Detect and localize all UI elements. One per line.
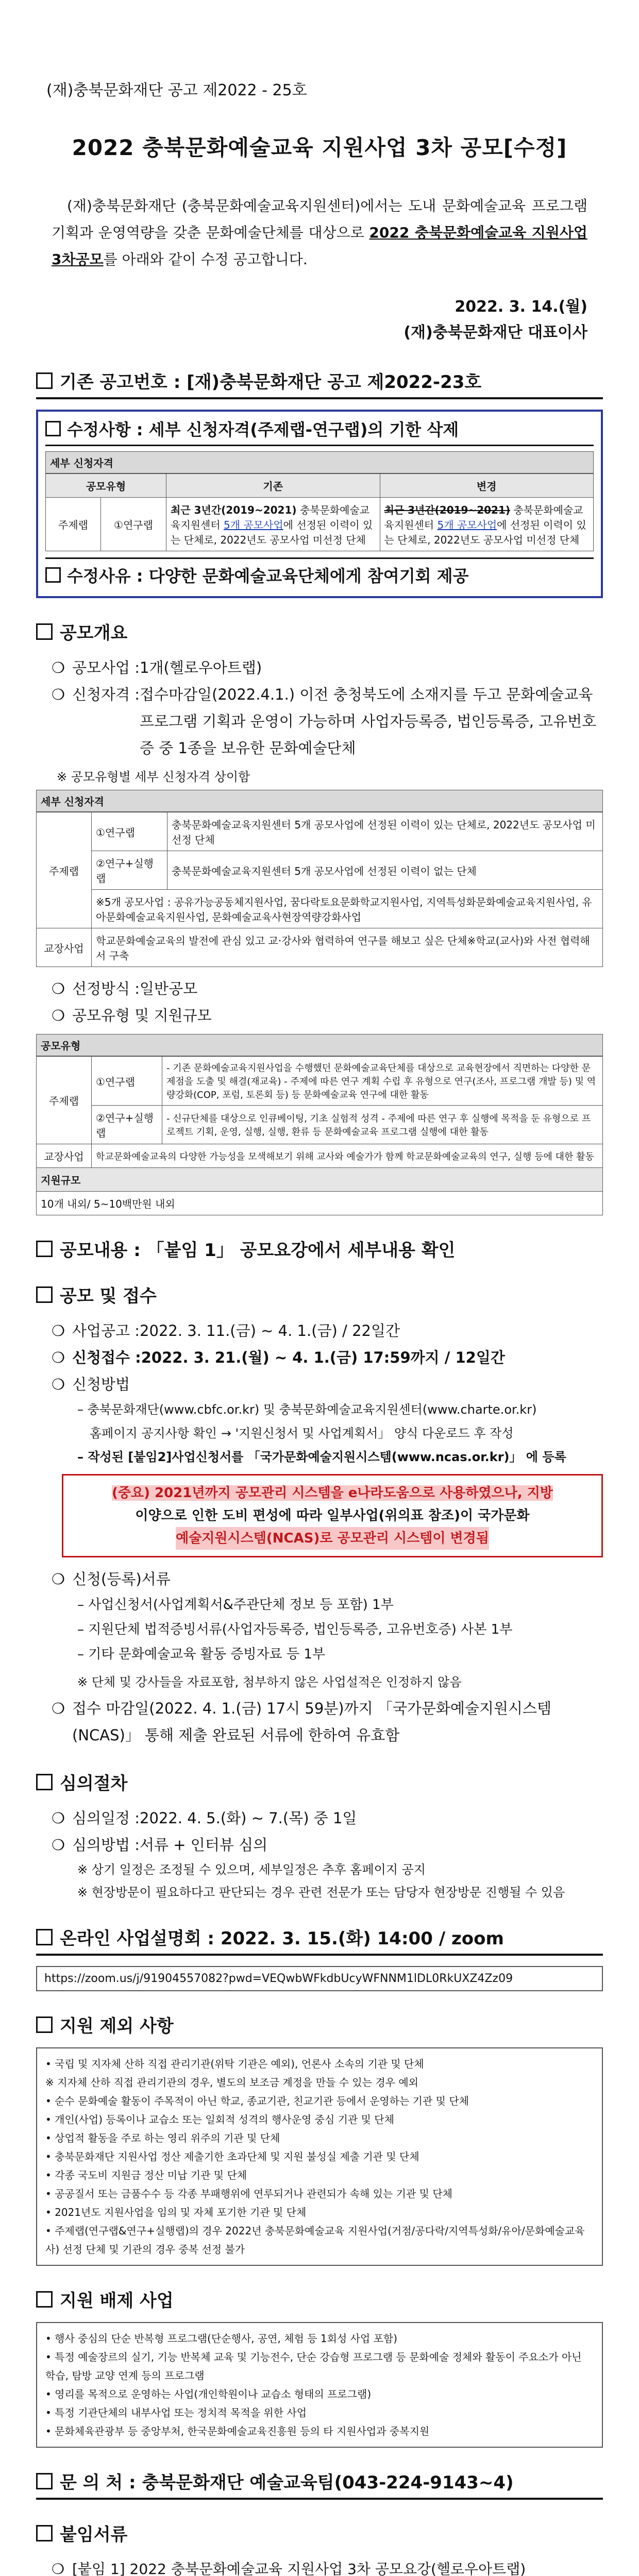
change-box [36, 410, 603, 598]
zoom-link[interactable]: https://zoom.us/j/91904557082?pwd=VEQwbWFkdbUcyWFNNM1lDL0RkUXZ4Zz09 [36, 1966, 603, 1991]
checkbox-square-icon [36, 1774, 53, 1790]
detail-lab-text: 학교문화예술교육의 발전에 관심 있고 교·강사와 협력하여 연구를 해보고 싶은 단체※학교(교사)와 사전 협력해서 구축 [92, 928, 603, 967]
overview-heading: 공모개요 [36, 619, 603, 644]
checkbox-square-icon [36, 2473, 53, 2489]
notice-number: (재)충북문화재단 공고 제2022 - 25호 [46, 81, 307, 99]
overview-item: ❍ 신청자격 : 접수마감일(2022.4.1.) 이전 충청북도에 소재지를 두고 문화예술교육 프로그램 기획과 운영이 가능하며 사업자등록증, 법인등록증, 고유번호증 중 1종을 보유한 문화예술단체 [52, 681, 603, 761]
type-lab-text: 학교문화예술교육의 다양한 가능성을 모색해보기 위해 교사와 예술가가 함께 학교문화예술교육의 연구, 실행 등에 대한 활동 [92, 1144, 603, 1168]
detail-lab-group: 교장사업 [37, 928, 92, 967]
overview-note: ※ 공모유형별 세부 신청자격 상이함 [57, 770, 250, 784]
detail-table-caption: 세부 신청자격 [36, 790, 603, 812]
detail-r2-sub: ②연구+실행랩 [92, 851, 167, 890]
review-item: ❍ 심의방법 : 서류 + 인터뷰 심의 [52, 1832, 603, 1858]
list-item: • 특정 기관단체의 내부사업 또는 정치적 목적을 위한 사업 [45, 2406, 307, 2419]
intro-strong: 2022 충북문화예술교육 지원사업 3차공모 [52, 224, 587, 268]
notice-date: 2022. 3. 14.(월) [455, 298, 587, 316]
checkbox-square-icon [45, 421, 61, 436]
detail-group: 주제랩 [37, 812, 92, 928]
deadline-item: ❍ 접수 마감일(2022. 4. 1.(금) 17시 59분)까지 「국가문화예술지원시스템(NCAS)」 통해 제출 완료된 서류에 한하여 유효함 [52, 1695, 603, 1749]
type-table [36, 1056, 603, 1215]
before-cell: 최근 3년간(2019~2021) 충북문화예술교육지원센터 5개 공모사업에 선정된 이력이 있는 단체로, 2022년도 공모사업 미선정 단체 [166, 498, 380, 551]
page-title: 2022 충북문화예술교육 지원사업 3차 공모[수정] [72, 135, 567, 160]
checkbox-square-icon [36, 372, 53, 389]
detail-r1-text: 충북문화예술교육지원센터 5개 공모사업에 선정된 이력이 있는 단체로, 2022년도 공모사업 미선정 단체 [167, 812, 603, 851]
list-item: • 상업적 활동을 주로 하는 영리 위주의 기관 및 단체 [45, 2132, 280, 2144]
notice-issuer: (재)충북문화재단 대표이사 [403, 324, 587, 342]
list-item: • 문화체육관광부 등 중앙부처, 한국문화예술교육진흥원 등의 타 지원사업과 중복지원 [45, 2425, 430, 2437]
checkbox-square-icon [36, 1929, 53, 1945]
type-group: 주제랩 [37, 1057, 92, 1144]
select-item: ❍ 공모유형 및 지원규모 [52, 1002, 603, 1029]
review-item: ❍ 심의일정 : 2022. 4. 5.(화) ~ 7.(목) 중 1일 [52, 1805, 603, 1832]
list-item: • 순수 문화예술 활동이 주목적이 아닌 학교, 종교기관, 친교기관 등에서 운영하는 기관 및 단체 [45, 2095, 469, 2107]
checkbox-square-icon [36, 1286, 53, 1303]
circle-bullet-icon: ❍ [52, 686, 65, 703]
type-r2-text: - 신규단체를 대상으로 인큐베이팅, 기초 실험적 성격 - 주제에 따른 연구 후 실행에 목적을 둔 유형으로 프로젝트 기획, 운영, 실행, 실행, 환류 등 문화예술교육 프로그램 실행에 대한 활동 [162, 1106, 603, 1144]
attach-heading: 붙임서류 [36, 2520, 603, 2546]
type-table-caption: 공모유형 [36, 1034, 603, 1056]
detail-r1-sub: ①연구랩 [92, 812, 167, 851]
change1-title: 수정사항 : 세부 신청자격(주제랩-연구랩)의 기한 삭제 [45, 417, 594, 446]
checkbox-square-icon [36, 1241, 53, 1257]
contents-heading: 공모내용 : 「붙임 1」 공모요강에서 세부내용 확인 [36, 1236, 603, 1261]
intro-text: (재)충북문화재단 (충북문화예술교육지원센터)에서는 도내 문화예술교육 프로그램 기획과 운영역량을 갖춘 문화예술단체를 대상으로 [52, 197, 587, 241]
list-item: • 개인(사업) 등록이나 교습소 또는 일회적 성격의 행사운영 중심 기관 및 단체 [45, 2113, 394, 2126]
row-group: 주제랩 [46, 498, 101, 551]
detail-r3-text: ※5개 공모사업 : 공유가능공동체지원사업, 꿈다락토요문화학교지원사업, 지역특성화문화예술교육지원사업, 유아문화예술교육지원사업, 문화예술교육사현장역량강화사업 [92, 890, 603, 928]
list-item: • 충북문화재단 지원사업 정산 제출기한 초과단체 및 지원 불성실 제출 기관 및 단체 [45, 2150, 419, 2163]
overview-list [52, 654, 603, 761]
circle-bullet-icon: ❍ [52, 1007, 65, 1024]
circle-bullet-icon: ❍ [52, 2561, 65, 2576]
list-item: • 국립 및 지자체 산하 직접 관리기관(위탁 기관은 예외), 언론사 소속의 기관 및 단체 [45, 2058, 424, 2070]
type-r2-sub: ②연구+실행랩 [92, 1106, 162, 1144]
deadline-section [52, 1695, 603, 1749]
ncas-alert: (중요) 2021년까지 공모관리 시스템을 e나라도움으로 사용하였으나, 지방 이양으로 인한 도비 편성에 따라 일부사업(위의표 참조)이 국가문화 예술지원시스템(NCAS)로 공모관리 시스템이 변경됨 [62, 1474, 603, 1557]
checkbox-square-icon [36, 2525, 53, 2541]
attach-list [52, 2556, 603, 2576]
type-lab-group: 교장사업 [37, 1144, 92, 1168]
list-item: • 주제랩(연구랩&연구+실행랩)의 경우 2022년 충북문화예술교육 지원사업(거점/공다락/지역특성화/유아/문화예술교육사) 선정 단체 및 기관의 경우 중복 선정 불가 [45, 2225, 585, 2256]
intro-tail: 를 아래와 같이 수정 공고합니다. [103, 251, 308, 268]
review-heading: 심의절차 [36, 1769, 603, 1794]
circle-bullet-icon: ❍ [52, 659, 65, 676]
attach-item: ❍ [붙임 1] 2022 충북문화예술교육 지원사업 3차 공모요강(헬로우아트랩) [52, 2556, 603, 2576]
col-before: 기존 [166, 474, 380, 498]
contact-heading: 문 의 처 : 충북문화재단 예술교육팀(043-224-9143~4) [36, 2468, 603, 2500]
circle-bullet-icon: ❍ [52, 1570, 65, 1588]
circle-bullet-icon: ❍ [52, 1836, 65, 1854]
list-item: • 각종 국도비 지원금 정산 미납 기관 및 단체 [45, 2169, 247, 2181]
exclude-list [36, 2047, 603, 2266]
type-scale-text: 10개 내외/ 5~10백만원 내외 [37, 1192, 603, 1215]
intro-paragraph [52, 193, 587, 273]
online-heading: 온라인 사업설명회 : 2022. 3. 15.(화) 14:00 / zoom [36, 1924, 603, 1956]
overview-item: ❍ 공모사업 : 1개(헬로우아트랩) [52, 654, 603, 681]
list-item: • 영리를 목적으로 운영하는 사업(개인학원이나 교습소 형태의 프로그램) [45, 2388, 372, 2400]
base-notice-heading: 기존 공고번호 : [재)충북문화재단 공고 제2022-23호 [36, 368, 603, 399]
checkbox-square-icon [36, 2291, 53, 2308]
checkbox-square-icon [36, 2016, 53, 2033]
change2-title: 수정사유 : 다양한 문화예술교육단체에게 참여기회 제공 [45, 557, 594, 591]
schedule-item: ❍ 사업공고 : 2022. 3. 11.(금) ~ 4. 1.(금) / 22일간 [52, 1317, 603, 1344]
change-table [45, 473, 594, 551]
checkbox-square-icon [45, 567, 61, 583]
circle-bullet-icon: ❍ [52, 1376, 65, 1393]
docs-section [52, 1566, 603, 1592]
banned-heading: 지원 배제 사업 [36, 2286, 603, 2312]
list-item: ※ 지자체 산하 직접 관리기관의 경우, 별도의 보조금 계정을 만들 수 있는 경우 예외 [45, 2076, 419, 2089]
circle-bullet-icon: ❍ [52, 1349, 65, 1366]
docs-note: ※ 단체 및 강사들을 자료포함, 첨부하지 않은 사업설적은 인정하지 않음 [77, 1675, 462, 1689]
type-r1-text: - 기존 문화예술교육지원사업을 수행했던 문화예술교육단체를 대상으로 교육현장에서 직면하는 다양한 문제점을 도출 및 해결(재교육) - 주제에 따른 연구 계획 수립 후 유형으로 연구(조사, 프로그램 개발 등) 및 역량강화(COP, 포럼, 토론회 등) 등 문화예술교육 연구에 대한 활동 [162, 1057, 603, 1106]
change-table-caption: 세부 신청자격 [45, 451, 594, 473]
schedule-list [52, 1317, 603, 1398]
schedule-item: ❍ 신청방법 [52, 1371, 603, 1398]
detail-r2-text: 충북문화예술교육지원센터 5개 공모사업에 선정된 이력이 없는 단체 [167, 851, 603, 890]
schedule-heading: 공모 및 접수 [36, 1282, 603, 1307]
circle-bullet-icon: ❍ [52, 1322, 65, 1340]
banned-list [36, 2322, 603, 2448]
docs-heading: ❍ 신청(등록)서류 [52, 1566, 603, 1592]
list-item: • 특정 예술장르의 실기, 기능 반복체 교육 및 기능전수, 단순 강습형 프로그램 등 문화예술 정체와 활동이 주요소가 아닌 학습, 탐방 교양 연계 등의 프로그램 [45, 2351, 582, 2382]
schedule-item: ❍ 신청접수 : 2022. 3. 21.(월) ~ 4. 1.(금) 17:59까지 / 12일간 [52, 1344, 603, 1371]
type-r1-sub: ①연구랩 [92, 1057, 162, 1106]
apply-lines: – 충북문화재단(www.cbfc.or.kr) 및 충북문화예술교육지원센터(www.charte.or.kr) 홈페이지 공지사항 확인 → '지원신청서 및 사업계획서」 양식 다운로드 후 작성 – 작성된 [붙임2]사업신청서를 「국가문화예술지원시스템(www.ncas.or.kr)」 에 등록 [77, 1402, 566, 1464]
col-type: 공모유형 [46, 474, 166, 498]
after-cell: 최근 3년간(2019~2021) 충북문화예술교육지원센터 5개 공모사업에 선정된 이력이 있는 단체로, 2022년도 공모사업 미선정 단체 [380, 498, 594, 551]
circle-bullet-icon: ❍ [52, 1700, 65, 1717]
col-after: 변경 [380, 474, 594, 498]
select-item: ❍ 선정방식 : 일반공모 [52, 975, 603, 1002]
list-item: • 공공질서 또는 금품수수 등 각종 부패행위에 연루되거나 관련되가 속해 있는 기관 및 단체 [45, 2188, 452, 2200]
select-list [52, 975, 603, 1029]
circle-bullet-icon: ❍ [52, 980, 65, 997]
detail-table [36, 812, 603, 967]
circle-bullet-icon: ❍ [52, 1809, 65, 1827]
checkbox-square-icon [36, 623, 53, 640]
list-item: • 행사 중심의 단순 반복형 프로그램(단순행사, 공연, 체험 등 1회성 사업 포함) [45, 2332, 398, 2345]
list-item: • 2021년도 지원사업을 임의 및 자체 포기한 기관 및 단체 [45, 2206, 307, 2218]
docs-list: – 사업신청서(사업계획서&주관단체 정보 등 포함) 1부 – 지원단체 법적증빙서류(사업자등록증, 법인등록증, 고유번호증) 사본 1부 – 기타 문화예술교육 활동 증빙자료 등 1부 [77, 1597, 513, 1662]
row-sub: ①연구랩 [101, 498, 166, 551]
type-scale-head: 지원규모 [37, 1168, 603, 1192]
review-notes: ※ 상기 일정은 조정될 수 있으며, 세부일정은 추후 홈페이지 공지 ※ 현장방문이 필요하다고 판단되는 경우 관련 전문가 또는 담당자 현장방문 진행될 수 있음 [77, 1862, 565, 1900]
review-list [52, 1805, 603, 1858]
exclude-heading: 지원 제외 사항 [36, 2012, 603, 2037]
